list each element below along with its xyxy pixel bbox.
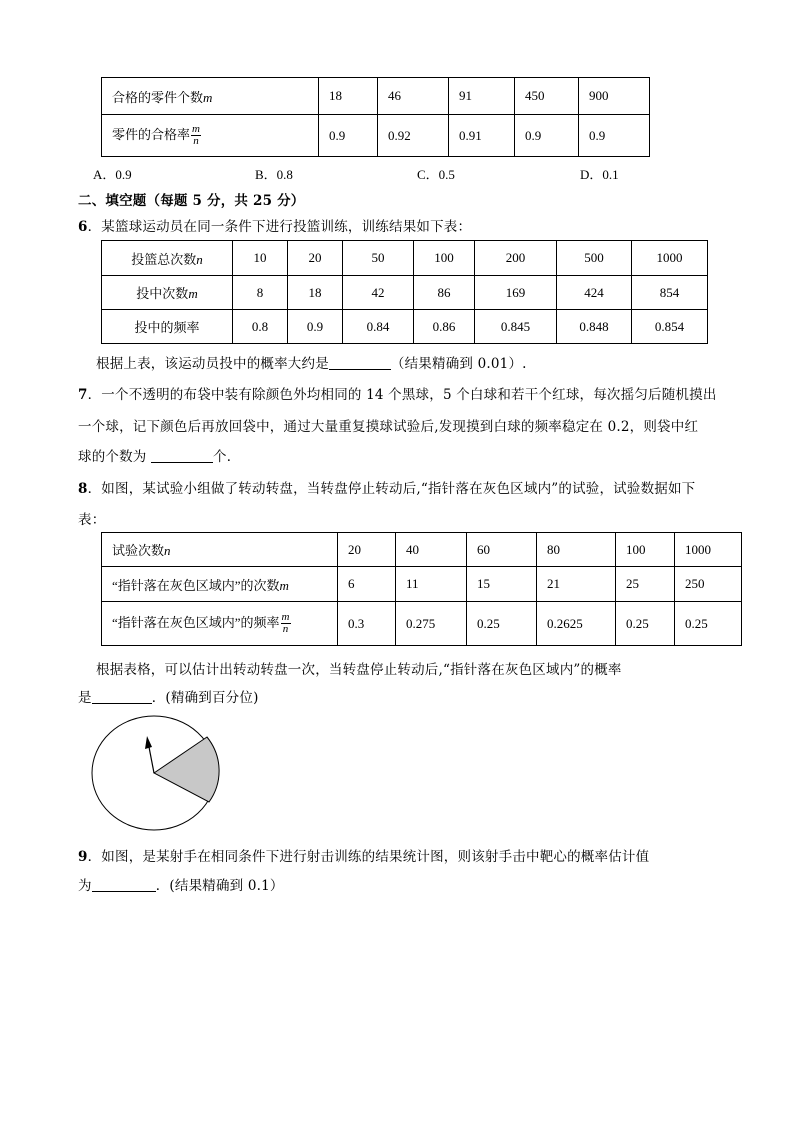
table-cell: 10 — [233, 241, 288, 276]
q7-line-2: 一个球，记下颜色后再放回袋中，通过大量重复摸球试验后,发现摸到白球的频率稳定在 0.2，则袋中红 — [78, 419, 699, 435]
table-cell: 100 — [616, 533, 675, 567]
table-cell: 1000 — [675, 533, 742, 567]
table-cell: 0.9 — [319, 115, 378, 157]
table-row — [102, 310, 708, 344]
q9-line-1: 9．如图，是某射手在相同条件下进行射击训练的结果统计图，则该射手击中靶心的概率估计值 — [78, 849, 650, 865]
table-cell: “指针落在灰色区域内”的频率 $\frac{m}{n}$ — [102, 602, 338, 646]
table-cell: 80 — [537, 533, 616, 567]
q6-table — [101, 240, 708, 344]
table-cell: 18 — [288, 276, 343, 310]
table-cell: 0.25 — [467, 602, 537, 646]
table-cell: 合格的零件个数m — [102, 78, 319, 115]
table-cell: 6 — [338, 567, 396, 602]
q7-line-3: 球的个数为 个． — [78, 449, 241, 465]
table-row — [102, 115, 650, 157]
table-cell: 46 — [378, 78, 449, 115]
q8-answer-line-1: 根据表格，可以估计出转动转盘一次，当转盘停止转动后,“指针落在灰色区域内”的概率 — [96, 662, 622, 678]
q8-table — [101, 532, 742, 646]
table-cell: 25 — [616, 567, 675, 602]
table-cell: 8 — [233, 276, 288, 310]
table-cell: 1000 — [632, 241, 708, 276]
option-b: B．0.8 — [255, 167, 293, 182]
table-cell: 11 — [396, 567, 467, 602]
fraction: $\frac{m}{n}$ — [192, 123, 200, 148]
answer-blank[interactable] — [151, 449, 213, 463]
table-cell: 投篮总次数n — [102, 241, 233, 276]
q5-table — [101, 77, 650, 157]
table-cell: 投中次数m — [102, 276, 233, 310]
table-cell: 0.9 — [515, 115, 579, 157]
table-row — [102, 78, 650, 115]
table-cell: 0.86 — [414, 310, 475, 344]
answer-blank[interactable] — [92, 690, 152, 704]
table-row — [102, 276, 708, 310]
table-cell: 200 — [475, 241, 557, 276]
table-cell: 424 — [557, 276, 632, 310]
table-row — [102, 533, 742, 567]
table-cell: 0.845 — [475, 310, 557, 344]
spinner-figure — [88, 712, 228, 832]
answer-blank[interactable] — [329, 356, 391, 370]
table-cell: 0.92 — [378, 115, 449, 157]
table-cell: 15 — [467, 567, 537, 602]
table-cell: 投中的频率 — [102, 310, 233, 344]
table-cell: 0.2625 — [537, 602, 616, 646]
q8-answer-line-2: 是 ．(精确到百分位) — [78, 690, 259, 706]
table-cell: 18 — [319, 78, 378, 115]
table-cell: 450 — [515, 78, 579, 115]
q9-line-2: 为 ．(结果精确到 0.1） — [78, 878, 284, 894]
table-cell: 42 — [343, 276, 414, 310]
table-cell: 100 — [414, 241, 475, 276]
table-cell: 854 — [632, 276, 708, 310]
table-cell: 0.275 — [396, 602, 467, 646]
table-cell: 0.854 — [632, 310, 708, 344]
table-cell: 0.9 — [579, 115, 650, 157]
table-cell: 60 — [467, 533, 537, 567]
option-d: D．0.1 — [580, 167, 619, 182]
table-cell: 40 — [396, 533, 467, 567]
table-cell: 0.25 — [616, 602, 675, 646]
table-cell: 20 — [288, 241, 343, 276]
table-cell: 250 — [675, 567, 742, 602]
table-cell: 86 — [414, 276, 475, 310]
q7-line-1: 7．一个不透明的布袋中装有除颜色外均相同的 14 个黑球，5 个白球和若干个红球，每次摇匀后随机摸出 — [78, 387, 717, 403]
q6-prompt: 6．某篮球运动员在同一条件下进行投篮训练，训练结果如下表： — [78, 219, 472, 235]
table-cell: 0.8 — [233, 310, 288, 344]
table-cell: 试验次数n — [102, 533, 338, 567]
table-cell: 0.25 — [675, 602, 742, 646]
table-cell: 0.91 — [449, 115, 515, 157]
table-cell: 0.84 — [343, 310, 414, 344]
option-a: A．0.9 — [93, 167, 132, 182]
table-row — [102, 602, 742, 646]
section-heading: 二、填空题（每题 5 分，共 25 分） — [78, 193, 305, 209]
table-cell: 900 — [579, 78, 650, 115]
answer-blank[interactable] — [92, 878, 156, 892]
table-cell: 21 — [537, 567, 616, 602]
table-cell: “指针落在灰色区域内”的次数m — [102, 567, 338, 602]
table-row — [102, 567, 742, 602]
q8-line-2: 表： — [78, 512, 106, 528]
table-cell: 169 — [475, 276, 557, 310]
table-cell: 91 — [449, 78, 515, 115]
table-cell: 0.3 — [338, 602, 396, 646]
q8-line-1: 8．如图，某试验小组做了转动转盘，当转盘停止转动后,“指针落在灰色区域内”的试验，试验数据如下 — [78, 481, 696, 497]
table-cell: 20 — [338, 533, 396, 567]
option-c: C．0.5 — [417, 167, 455, 182]
table-cell: 0.848 — [557, 310, 632, 344]
table-cell: 50 — [343, 241, 414, 276]
q6-answer-line: 根据上表，该运动员投中的概率大约是 （结果精确到 0.01）. — [96, 356, 527, 372]
table-cell: 0.9 — [288, 310, 343, 344]
table-cell: 零件的合格率 $\frac{m}{n}$ — [102, 115, 319, 157]
fraction: $\frac{m}{n}$ — [281, 611, 290, 636]
table-row — [102, 241, 708, 276]
table-cell: 500 — [557, 241, 632, 276]
